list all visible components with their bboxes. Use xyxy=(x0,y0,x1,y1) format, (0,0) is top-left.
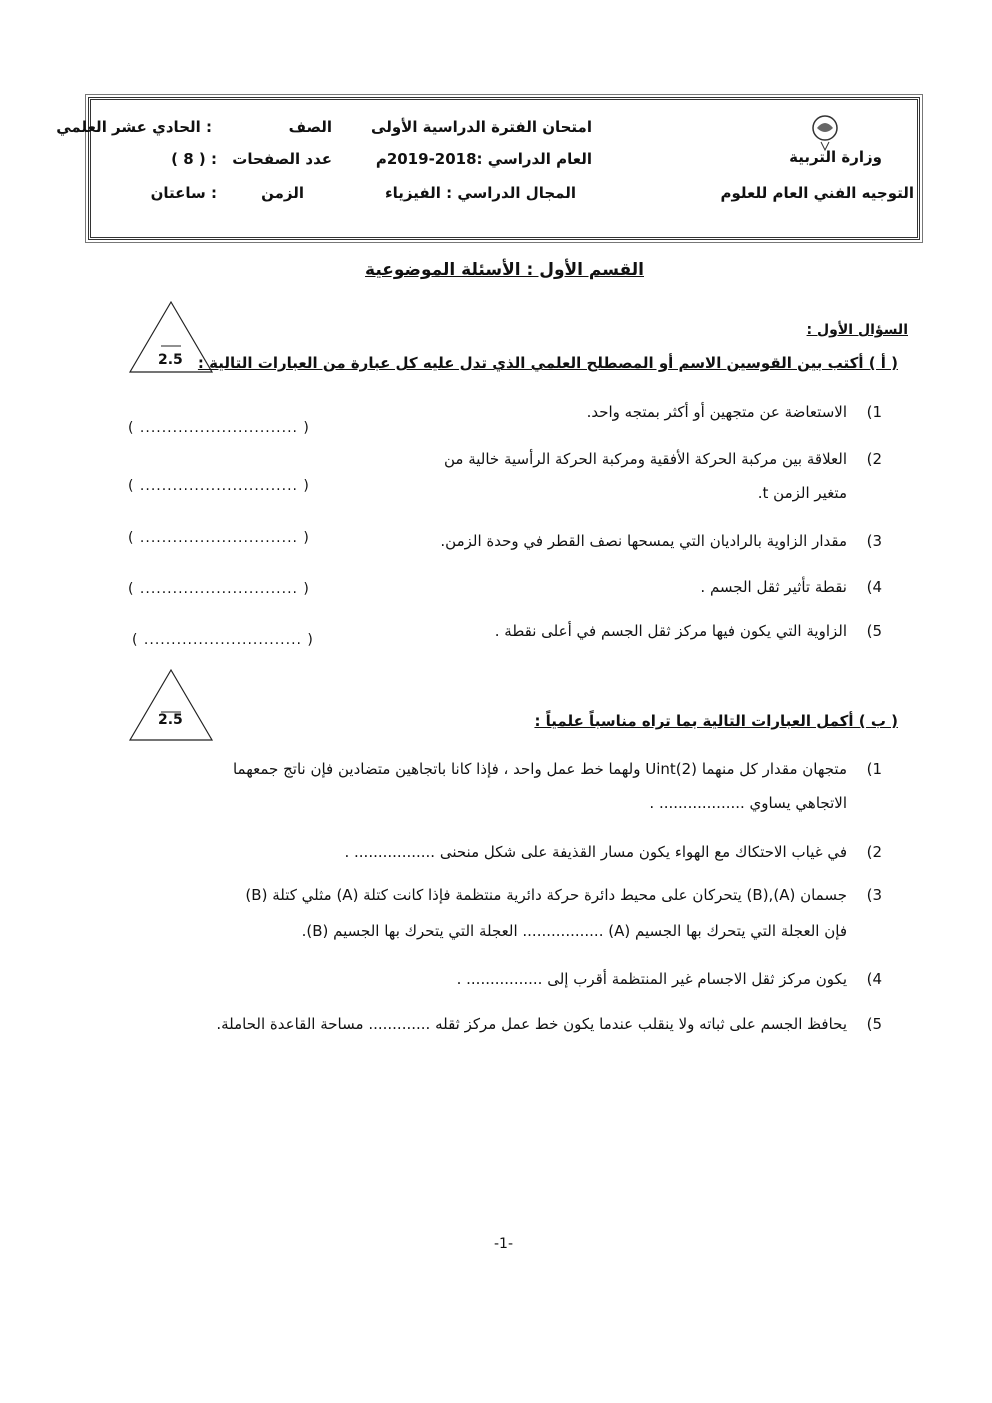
b-item-4-num: 4) xyxy=(866,970,882,988)
b-item-1-text-cont: الاتجاهي يساوي .................. . xyxy=(649,794,847,812)
a-item-3-blank[interactable]: ( ............................. ) xyxy=(128,530,310,546)
a-item-4-text: نقطة تأثير ثقل الجسم . xyxy=(700,578,847,596)
b-item-3-num: 3) xyxy=(866,886,882,904)
score-a: 2.5 xyxy=(158,352,183,368)
grade-label: الصف xyxy=(288,118,332,136)
exam-title: امتحان الفترة الدراسية الأولى xyxy=(371,118,592,136)
b-item-2-num: 2) xyxy=(866,843,882,861)
a-item-2-num: 2) xyxy=(866,450,882,468)
a-item-3-text: مقدار الزاوية بالراديان التي يمسحها نصف القطر في وحدة الزمن. xyxy=(440,532,847,550)
subject: المجال الدراسي : الفيزياء xyxy=(384,184,576,202)
a-item-5-text: الزاوية التي يكون فيها مركز ثقل الجسم في أعلى نقطة . xyxy=(494,622,847,640)
b-item-4-text: يكون مركز ثقل الاجسام غير المنتظمة أقرب إلى ................ . xyxy=(456,970,847,988)
section-title: القسم الأول : الأسئلة الموضوعية xyxy=(365,260,644,280)
score-b: 2.5 xyxy=(158,712,183,728)
b-item-2-text: في غياب الاحتكاك مع الهواء يكون مسار القذيفة على شكل منحنى ................. . xyxy=(344,843,847,861)
academic-year: العام الدراسي :2018-2019م xyxy=(375,150,592,168)
score-triangle-b xyxy=(128,668,214,742)
grade-value: : الحادي عشر العلمي xyxy=(56,118,212,136)
a-item-4-num: 4) xyxy=(866,578,882,596)
department-name: التوجيه الفني العام للعلوم xyxy=(720,184,914,202)
a-item-5-num: 5) xyxy=(866,622,882,640)
time-value: : ساعتان xyxy=(150,184,217,202)
a-item-5-blank[interactable]: ( ............................. ) xyxy=(132,632,314,648)
b-item-3-text-cont: فإن العجلة التي يتحرك بها الجسيم (A) ................. العجلة التي يتحرك بها الجسيم (B). xyxy=(301,922,847,940)
question-label: السؤال الأول : xyxy=(806,322,908,338)
pages-label: عدد الصفحات xyxy=(232,150,332,168)
a-item-2-text-cont: متغير الزمن t. xyxy=(757,484,847,502)
b-item-1-text: متجهان مقدار كل منهما Uint(2) ولهما خط عمل واحد ، فإذا كانا باتجاهين متضادين فإن ناتج جمعهما xyxy=(232,760,847,778)
a-item-1-text: الاستعاضة عن متجهين أو أكثر بمتجه واحد. xyxy=(586,403,847,421)
a-item-1-blank[interactable]: ( ............................. ) xyxy=(128,420,310,436)
pages-value: : ( 8 ) xyxy=(171,150,217,168)
b-item-5-num: 5) xyxy=(866,1015,882,1033)
ministry-name: وزارة التربية xyxy=(789,148,882,166)
part-b-instruction: ( ب ) أكمل العبارات التالية بما تراه مناسباً علمياً : xyxy=(534,712,898,730)
part-a-instruction: ( أ ) أكتب بين القوسين الاسم أو المصطلح العلمي الذي تدل عليه كل عبارة من العبارات التالية : xyxy=(197,354,898,372)
a-item-3-num: 3) xyxy=(866,532,882,550)
a-item-1-num: 1) xyxy=(866,403,882,421)
time-label: الزمن xyxy=(261,184,304,202)
b-item-1-num: 1) xyxy=(866,760,882,778)
ministry-emblem-icon xyxy=(808,112,842,152)
b-item-5-text: يحافظ الجسم على ثباته ولا ينقلب عندما يكون خط عمل مركز ثقله ............. مساحة القاعدة الحاملة. xyxy=(216,1015,847,1033)
a-item-2-blank[interactable]: ( ............................. ) xyxy=(128,478,310,494)
a-item-4-blank[interactable]: ( ............................. ) xyxy=(128,581,310,597)
b-item-3-text: جسمان (A),(B) يتحركان على محيط دائرة حركة دائرية منتظمة فإذا كانت كتلة (A) مثلي كتلة (B) xyxy=(245,886,847,904)
page-number: -1- xyxy=(494,1236,514,1252)
a-item-2-text: العلاقة بين مركبة الحركة الأفقية ومركبة الحركة الرأسية خالية من xyxy=(443,450,847,468)
